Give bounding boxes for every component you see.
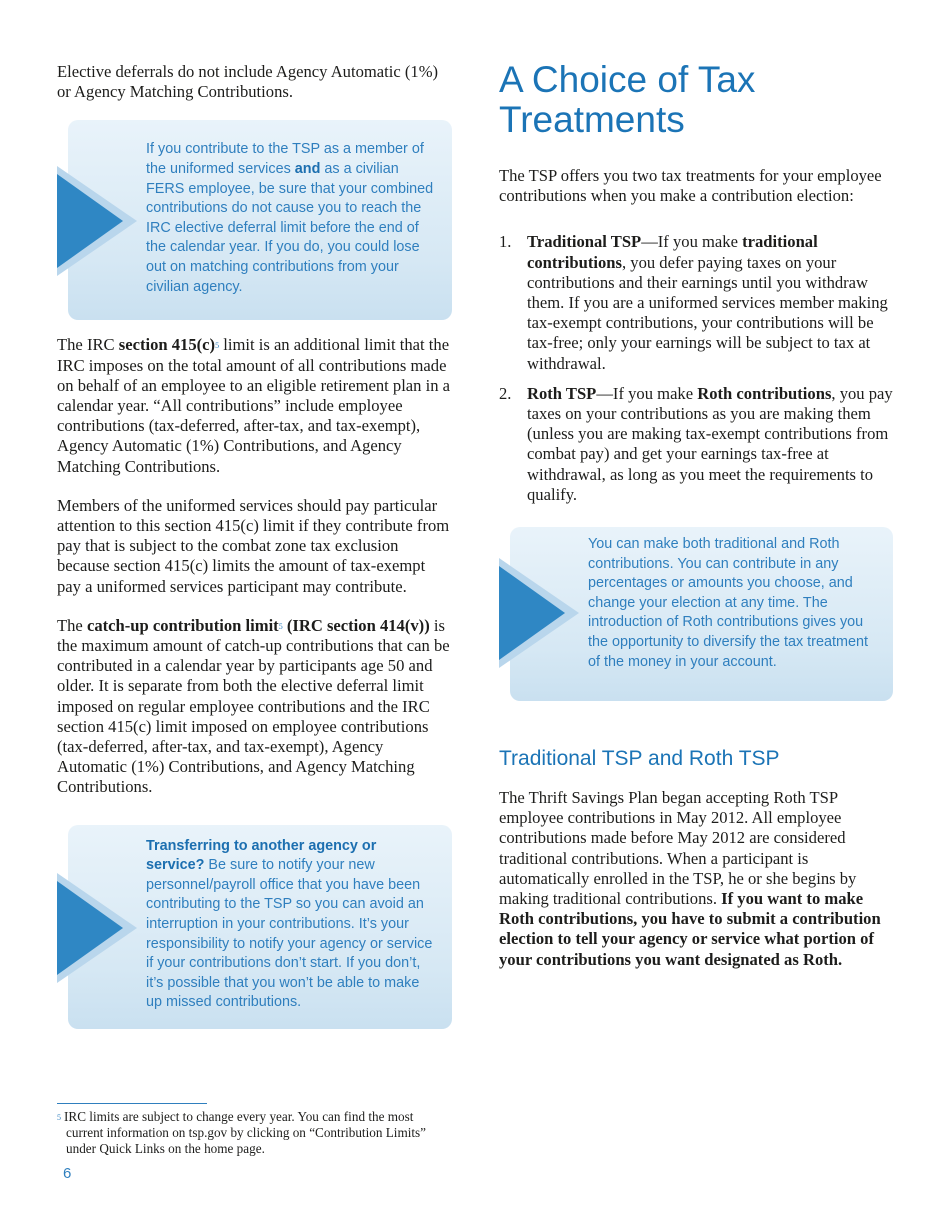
arrow-icon [499,558,579,668]
callout-uniformed-services [68,120,452,320]
intro-paragraph: Elective deferrals do not include Agency Automatic (1%) or Agency Matching Contributions. [57,62,439,102]
footnote-ref[interactable]: 5 [278,621,283,631]
left-column [57,62,452,1029]
callout-text: Transferring to another agency or service? Be sure to notify your new personnel/payroll office that you have been contributing to the TSP so you can avoid an interruption in your contributions. It’s your responsibility to notify your agency or service if your contributions don’t start. If you don’t, it’s possible that you won’t be able to make up missed contributions. [146,837,433,1011]
catch-up-paragraph: The catch-up contribution limit$^5$ (IRC section 414(v)) is the maximum amount of catch-up contributions that can be contributed in a calendar year by participants age 50 and older. It is separate from both the elective deferral limit imposed on regular employee contributions and the IRC section 415(c) limit imposed on employee contributions (tax-deferred, after-tax, and tax-exempt), Agency Automatic (1%) Contributions, and Agency Matching Contributions. [57,615,450,797]
callout-text: You can make both traditional and Roth contributions. You can contribute in any percentages or amounts you choose, and change your election at any time. The introduction of Roth contributions gives you the opportunity to diversify the tax treatment of the money in your account. [588,536,868,670]
roth-paragraph: The Thrift Savings Plan began accepting Roth TSP employee contributions in May 2012. All employee contributions made before May 2012 are considered traditional contributions. When a participant is automatically enrolled in the TSP, he or she begins by making traditional contributions. If you want to make Roth contributions, you have to submit a contribution election to tell your agency or service what portion of your contributions you want designated as Roth. [499,788,881,969]
page-number: 6 [63,1165,72,1182]
callout-text: If you contribute to the TSP as a member of the uniformed services and as a civilian FERS employee, be sure that your combined contributions do not cause you to reach the IRC elective deferral limit before the end of the calendar year. If you do, you could lose out on matching contributions from your civilian agency. [146,141,434,295]
footnote-divider [57,1103,207,1104]
list-item: 1. Traditional TSP—If you make traditional contributions, you defer paying taxes on your contributions and their earnings until you withdraw them. If you are a uniformed services member making tax-exempt contributions, your contributions will be tax-free; only your earnings will be subject to tax at withdrawal. [499,232,888,373]
callout-roth-traditional [510,527,893,701]
tax-treatment-intro: The TSP offers you two tax treatments for your employee contributions when you make a contribution election: [499,166,882,206]
uniformed-services-paragraph: Members of the uniformed services should pay particular attention to this section 415(c) limit if they contribute from pay that is subject to the combat zone tax exclusion because section 415(c) limits the amount of tax-exempt pay a uniformed services participant may contribute. [57,495,450,596]
callout-transferring [68,825,452,1029]
page-title: A Choice of Tax Treatments [499,59,756,140]
section-heading: Traditional TSP and Roth TSP [499,747,780,771]
arrow-icon [57,873,137,983]
footnote: $^5$ IRC limits are subject to change every year. You can find the most current information on tsp.gov by clicking on “Contribution Limits” under Quick Links on the home page. [57,1109,427,1156]
list-item: 2. Roth TSP—If you make Roth contributions, you pay taxes on your contributions as you are making them (unless you are making tax-exempt contributions from combat pay) and get your earnings tax-free at withdrawal, as long as you meet the requirements to qualify. [499,383,893,504]
section-415c-paragraph: The IRC section 415(c)$^5$ limit is an additional limit that the IRC imposes on the total amount of all contributions made on behalf of an employee to an eligible retirement plan in a calendar year. “All contributions” include employee contributions (tax-deferred, after-tax, and tax-exempt), Agency Automatic (1%) Contributions, and Agency Matching Contributions. [57,335,451,476]
right-column [499,60,893,970]
footnote-ref[interactable]: 5 [215,341,220,351]
arrow-icon [57,166,137,276]
tax-treatment-list [499,232,893,505]
